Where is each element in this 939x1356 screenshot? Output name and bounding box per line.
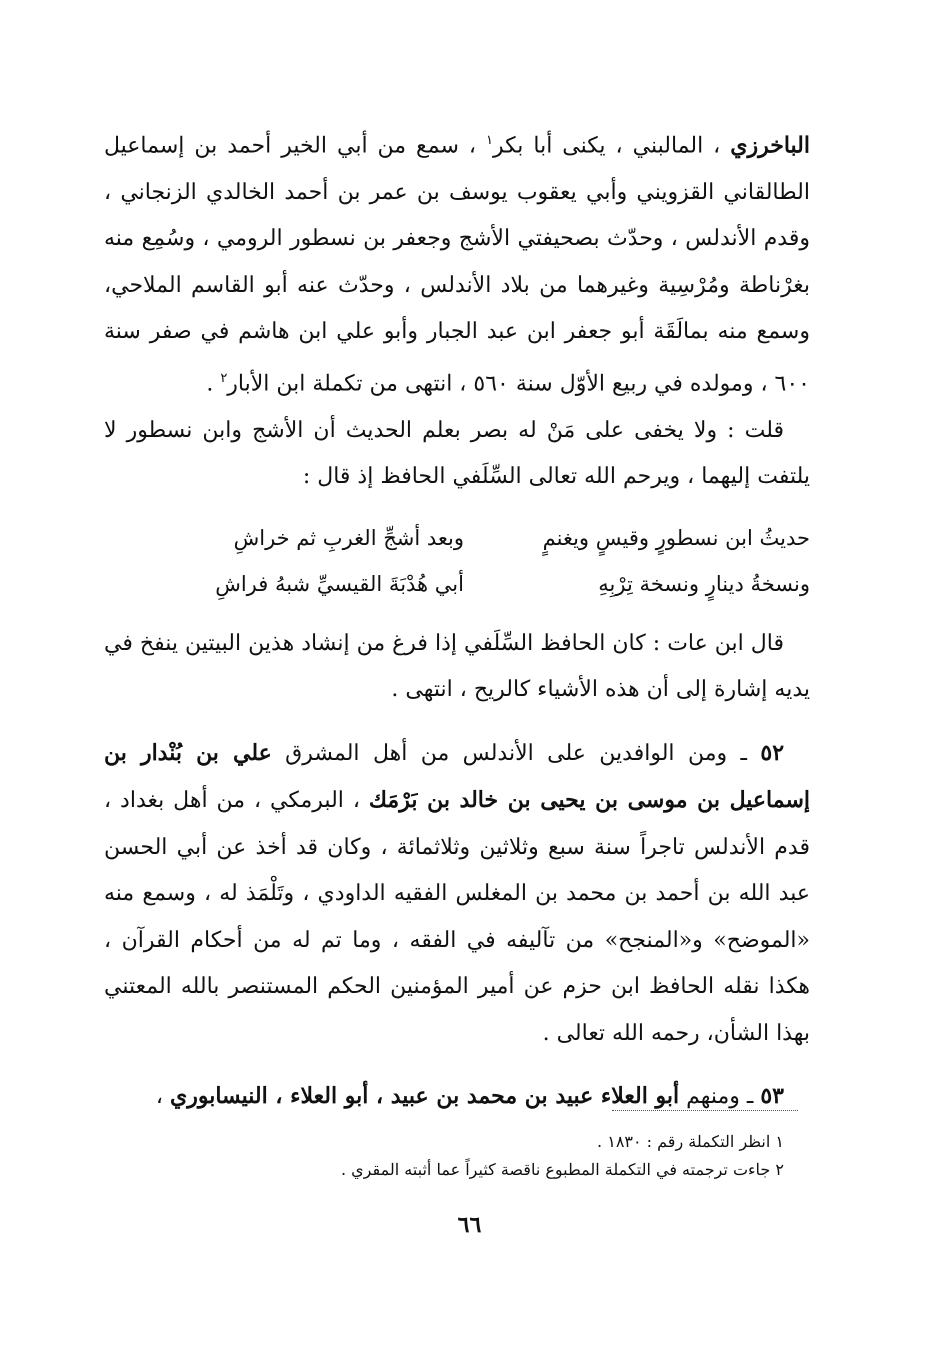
entry-number: ٥٣	[760, 1083, 784, 1110]
footnotes	[104, 1128, 784, 1184]
poem	[104, 515, 810, 607]
verse-hemistich: أبي هُدْبَةَ القيسيِّ شبهُ فراشِ	[215, 571, 464, 596]
paragraph-text: ، المالبني ، يكنى أبا بكر	[492, 133, 731, 159]
paragraph-text: .	[206, 371, 221, 397]
entry-52	[104, 730, 810, 1058]
footnote-separator	[612, 1110, 798, 1111]
page-number: ٦٦	[457, 1212, 482, 1238]
footnote: ١ انظر التكملة رقم : ١٨٣٠ .	[597, 1132, 784, 1151]
paragraph-text: ، البرمكي ، من أهل بغداد ، قدم الأندلس تاجراً سنة سبع وثلاثين وثلاثمائة ، وكان قد أخذ عن أبي الحسن عبد الله بن أحمد بن محمد بن المغلس الفقيه الداودي ، وتَلْمَذ له ، وسمع منه «الموضح» و«المنجح» من تآليفه في الفقه ، وما تم له من أحكام القرآن ، هكذا نقله الحافظ ابن حزم عن أمير المؤمنين الحكم المستنصر بالله المعتني بهذا الشأن، رحمه الله تعالى .	[104, 788, 810, 1046]
name-bold: الباخرزي	[730, 132, 810, 159]
verse-hemistich: وبعد أشجِّ الغربِ ثم خراشِ	[233, 525, 464, 550]
name-bold: علي بن بُنْدار بن إسماعيل بن موسى بن يحيى بن خالد بن بَرْمَك	[104, 739, 810, 814]
footnote-ref[interactable]: ١	[486, 133, 493, 148]
paragraph-text: ـ ومنهم	[679, 1084, 761, 1110]
paragraph-bakharzi	[104, 118, 810, 408]
paragraph-ibn-aat: قال ابن عات : كان الحافظ السِّلَفي إذا فرغ من إنشاد هذين البيتين ينفخ في يديه إشارة إلى أن هذه الأشياء كالريح ، انتهى .	[104, 630, 810, 703]
paragraph-text: ، سمع من أبي الخير أحمد بن إسماعيل الطالقاني القزويني وأبي يعقوب يوسف بن عمر بن أحمد الخالدي الزنجاني ، وقدم الأندلس ، وحدّث بصحيفتي الأشج وجعفر بن نسطور الرومي ، وسُمِع منه بغرْناطة ومُرْسِية وغيرهما من بلاد الأندلس ، وحدّث عنه أبو القاسم الملاحي، وسمع منه بمالَقَة أبو جعفر ابن عبد الجبار وأبو علي ابن هاشم في صفر سنة ٦٠٠ ، ومولده في ربيع الأوّل سنة ٥٦٠ ، انتهى من تكملة ابن الأبار	[104, 133, 810, 397]
paragraph-qultu: قلت : ولا يخفى على مَنْ له بصر بعلم الحديث أن الأشج وابن نسطور لا يلتفت إليهما ، ويرحم الله تعالى السِّلَفي الحافظ إذ قال :	[104, 417, 810, 490]
entry-number: ٥٢	[760, 739, 785, 766]
footnote-ref[interactable]: ٢	[220, 370, 228, 386]
verse-line	[104, 515, 810, 561]
footnote: ٢ جاءت ترجمته في التكملة المطبوع ناقصة كثيراً عما أثبته المقري .	[340, 1160, 784, 1179]
name-bold: أبو العلاء عبيد بن محمد بن عبيد ، أبو العلاء ، النيسابوري	[169, 1083, 680, 1110]
verse-hemistich: حديثُ ابن نسطورٍ وقيسٍ ويغنمٍ	[542, 525, 810, 550]
paragraph-text: ـ ومن الوافدين على الأندلس من أهل المشرق	[271, 740, 761, 766]
paragraph-text: ،	[155, 1084, 170, 1110]
verse-line	[104, 561, 810, 607]
page-body	[104, 118, 810, 1121]
verse-hemistich: ونسخةُ دينارٍ ونسخة تِرْبِهِ	[598, 571, 810, 596]
entry-53	[104, 1073, 810, 1121]
